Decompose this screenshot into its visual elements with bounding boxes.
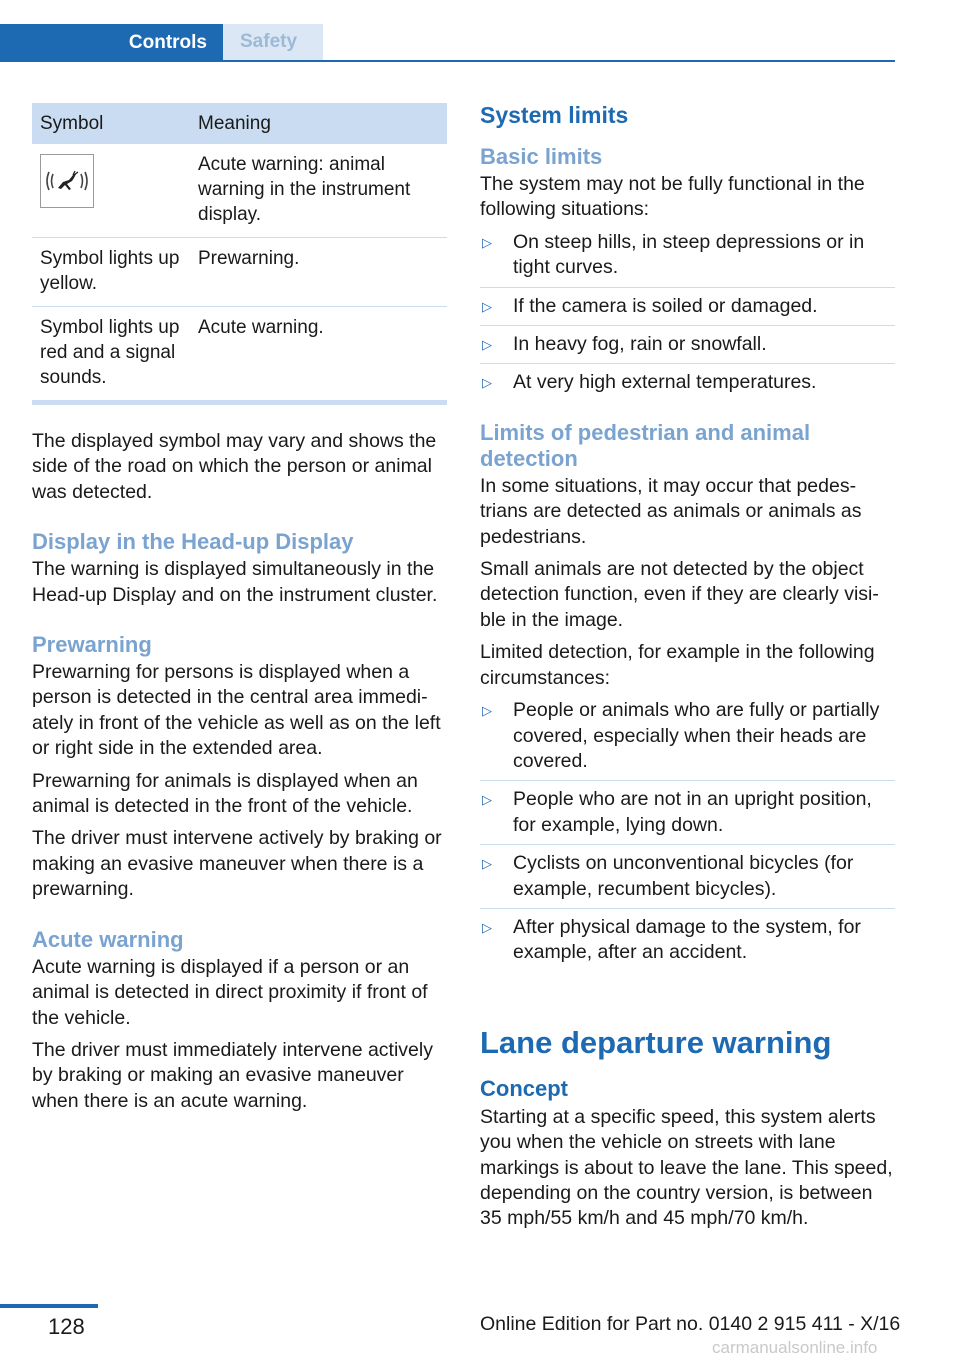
- prewarning-heading: Prewarning: [32, 632, 152, 658]
- list-item: [480, 915, 895, 972]
- edition-note: Online Edition for Part no. 0140 2 915 411 - X/16: [480, 1313, 901, 1335]
- list-item-text: After physical damage to the system, for example, after an accident.: [513, 915, 861, 964]
- tab-safety[interactable]: [223, 24, 323, 60]
- tab-controls-label: Controls: [128, 32, 207, 53]
- acute-warning-text-2: The driver must immediately intervene actively by braking or making an evasive maneuver when there is an acute warning.: [32, 1038, 433, 1112]
- detection-text-1: In some situations, it may occur that pedestrians are detected as animals or animals as pedestrians.: [480, 474, 862, 548]
- list-item-text: In heavy fog, rain or snowfall.: [513, 333, 767, 356]
- column-header-symbol: Symbol: [32, 103, 190, 144]
- prewarning-text-1: Prewarning for persons is displayed when a person is detected in the central area immediately in front of the vehicle as well as on the left or right side in the extended area.: [32, 661, 441, 760]
- detection-limits-list: [480, 698, 895, 972]
- symbol-cell: [32, 144, 190, 238]
- list-item: [480, 787, 895, 845]
- symbol-note: The displayed symbol may vary and shows the side of the road on which the person or animal was detected.: [32, 430, 437, 503]
- detection-limits-heading: Limits of pedestrian and animal detection: [480, 419, 811, 471]
- lane-departure-heading: Lane departure warning: [480, 1024, 832, 1060]
- detection-text-3: Limited detection, for example in the following circumstances:: [480, 641, 875, 689]
- table-row: [32, 307, 447, 401]
- column-header-meaning: Meaning: [190, 103, 447, 144]
- triangle-bullet-icon: ▷: [482, 337, 492, 353]
- list-item: [480, 698, 895, 781]
- basic-limits-heading: Basic limits: [480, 144, 603, 169]
- triangle-bullet-icon: ▷: [482, 703, 492, 719]
- list-item-text: People or animals who are fully or partially covered, especially when their heads are covered.: [513, 699, 880, 772]
- table-row: [32, 238, 447, 307]
- footer-rule: [0, 1304, 98, 1308]
- meaning-cell: Acute warning.: [198, 317, 324, 338]
- symbol-meaning-table: [32, 103, 447, 400]
- basic-limits-intro: The system may not be fully functional in the following situations:: [480, 173, 865, 221]
- page-number: 128: [48, 1314, 85, 1339]
- acute-warning-heading: Acute warning: [32, 926, 184, 952]
- list-item-text: At very high external temperatures.: [513, 371, 817, 394]
- list-item: [480, 294, 895, 326]
- meaning-cell: Prewarning.: [190, 238, 447, 307]
- right-column: [480, 100, 895, 1239]
- prewarning-text-2: Prewarning for animals is displayed when an animal is detected in the front of the vehicle.: [32, 769, 418, 818]
- concept-text: Starting at a specific speed, this system alerts you when the vehicle on streets with lane markings is about to leave the lane. This speed, depending on the country version, is between 35 mph/55 km/h and 45 mph/70 km/h.: [480, 1105, 893, 1230]
- triangle-bullet-icon: ▷: [482, 856, 492, 872]
- table-row: [32, 144, 447, 238]
- watermark: carmanualsonline.info: [712, 1338, 878, 1357]
- triangle-bullet-icon: ▷: [482, 375, 492, 391]
- triangle-bullet-icon: ▷: [482, 234, 492, 250]
- chapter-tabs: [0, 24, 895, 62]
- hud-text: The warning is displayed simultaneously in the Head-up Display and on the instrument cluster.: [32, 558, 438, 606]
- list-item: [480, 370, 895, 401]
- concept-heading: Concept: [480, 1075, 568, 1101]
- symbol-cell: Symbol lights up red and a signal sounds.: [40, 317, 180, 388]
- system-limits-heading: System limits: [480, 102, 629, 128]
- meaning-cell: Acute warning: animal warning in the instrument display.: [190, 144, 447, 238]
- list-item-text: If the camera is soiled or damaged.: [513, 294, 818, 317]
- header-rule: [0, 60, 895, 62]
- tab-safety-label: Safety: [240, 31, 298, 52]
- animal-warning-icon: [40, 154, 94, 208]
- list-item: [480, 851, 895, 909]
- triangle-bullet-icon: ▷: [482, 792, 492, 808]
- basic-limits-list: [480, 230, 895, 402]
- triangle-bullet-icon: ▷: [482, 919, 492, 935]
- list-item: [480, 230, 895, 288]
- hud-heading: Display in the Head-up Display: [32, 529, 354, 555]
- acute-warning-text-1: Acute warning is displayed if a person or an animal is detected in direct proximity if front of the vehicle.: [32, 955, 428, 1029]
- symbol-cell: Symbol lights up yellow.: [32, 238, 190, 307]
- list-item: [480, 332, 895, 364]
- list-item-text: On steep hills, in steep depressions or in tight curves.: [513, 230, 865, 279]
- prewarning-text-3: The driver must intervene actively by braking or making an evasive maneuver when there is a prewarning.: [32, 827, 442, 901]
- triangle-bullet-icon: ▷: [482, 298, 492, 314]
- table-header-row: [32, 103, 447, 144]
- list-item-text: Cyclists on unconventional bicycles (for example, recumbent bicycles).: [513, 852, 854, 900]
- left-column: [32, 103, 447, 1121]
- list-item-text: People who are not in an upright position, for example, lying down.: [513, 788, 872, 836]
- tab-controls[interactable]: [0, 24, 223, 62]
- table-bottom-rule: [32, 400, 447, 405]
- detection-text-2: Small animals are not detected by the object detection function, even if they are clearly visible in the image.: [480, 558, 879, 631]
